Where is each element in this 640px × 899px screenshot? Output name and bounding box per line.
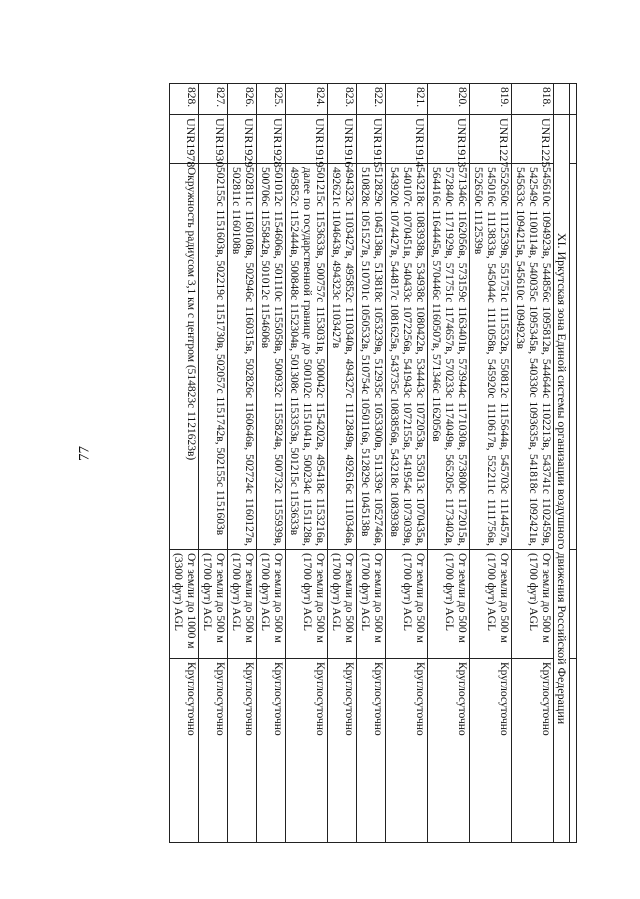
operating-time: Круглосуточно bbox=[428, 659, 470, 843]
table-row bbox=[512, 84, 554, 843]
zone-code: UNR1919 bbox=[286, 115, 328, 164]
zone-code: UNR1227 bbox=[470, 115, 512, 164]
operating-time: Круглосуточно bbox=[386, 659, 428, 843]
zone-code: UNR1978 bbox=[170, 115, 199, 164]
operating-time: Круглосуточно bbox=[228, 659, 257, 843]
altitude-limits: От земли до 500 м (1700 фут) AGL bbox=[257, 550, 286, 659]
row-number: 826. bbox=[228, 84, 257, 115]
zone-code: UNR1928 bbox=[257, 115, 286, 164]
operating-time: Круглосуточно bbox=[199, 659, 228, 843]
zone-coordinates: 545610с 1094923в, 544856с 1095812в, 544644с 1102213в, 543741с 1102459в, 542549с 1100114в, 540035с 1095345в, 540330с 1093635в, 541818с 1092421в, 545633с 1094215в, 545610с 1094923в bbox=[512, 164, 554, 550]
row-number: 823. bbox=[328, 84, 357, 115]
section-header-row bbox=[554, 84, 570, 843]
zone-coordinates: Окружность радиусом 3,1 км с центром (514823с 1121623в) bbox=[170, 164, 199, 550]
table-row bbox=[428, 84, 470, 843]
altitude-limits: От земли до 500 м (1700 фут) AGL bbox=[228, 550, 257, 659]
altitude-limits: От земли до 500 м (1700 фут) AGL bbox=[512, 550, 554, 659]
zone-coordinates: 502155с 1151603в, 502219с 1151730в, 502057с 1151742в, 502155с 1151603в bbox=[199, 164, 228, 550]
section-header: XI. Иркутская зона Единой системы организации воздушного движения Российской Федерации bbox=[554, 115, 570, 843]
altitude-limits: От земли до 500 м (1700 фут) AGL bbox=[428, 550, 470, 659]
row-number: 827. bbox=[199, 84, 228, 115]
restricted-zones-table bbox=[169, 83, 577, 843]
zone-code: UNR1929 bbox=[228, 115, 257, 164]
page-number: 77 bbox=[76, 446, 93, 461]
zone-code: UNR1913 bbox=[428, 115, 470, 164]
row-number: 820. bbox=[428, 84, 470, 115]
zone-code: UNR1930 bbox=[199, 115, 228, 164]
table-row bbox=[170, 84, 199, 843]
zone-coordinates: 512829с 1045138в, 513818с 1053239в, 512935с 1053300в, 511339с 1052746в, 510828с 1051527в, 510701с 1050532в, 510754с 1050116в, 512829с 1045138в bbox=[357, 164, 386, 550]
operating-time: Круглосуточно bbox=[257, 659, 286, 843]
zone-code: UNR1915 bbox=[357, 115, 386, 164]
altitude-limits: От земли до 500 м (1700 фут) AGL bbox=[357, 550, 386, 659]
zone-coordinates: 501215с 1153633в, 500757с 1153031в, 500042с 1154202в, 495418с 1153216в, далее по государственной границе до 500102с 1151041в, 500234с 1151128в, 495852с 1152444в, 500848с 1152304в, 501308с 1153353в, 501215с 1153633в bbox=[286, 164, 328, 550]
row-number: 821. bbox=[386, 84, 428, 115]
operating-time: Круглосуточно bbox=[512, 659, 554, 843]
altitude-limits: От земли до 500 м (1700 фут) AGL bbox=[286, 550, 328, 659]
row-number: 818. bbox=[512, 84, 554, 115]
operating-time: Круглосуточно bbox=[470, 659, 512, 843]
zone-coordinates: 552650с 1112539в, 551751с 1115532в, 550812с 1115644в, 545703с 1114457в, 545016с 1113833в, 545044с 1111058в, 545920с 1110617в, 552211с 1111756в, 552650с 1112539в bbox=[470, 164, 512, 550]
operating-time: Круглосуточно bbox=[170, 659, 199, 843]
table-row bbox=[328, 84, 357, 843]
zone-coordinates: 543218с 1083938в, 534938с 1080422в, 534443с 1072053в, 535013с 1070435в, 540107с 1070451в, 540433с 1072256в, 541943с 1072155в, 541954с 1073039в, 543920с 1074427в, 544817с 1081625в, 543735с 1083856в, 543218с 1083938в bbox=[386, 164, 428, 550]
table-row bbox=[286, 84, 328, 843]
zone-coordinates: 494323с 1103427в, 495852с 1110340в, 494327с 1112849в, 492616с 1110346в, 492621с 1104643в, 494323с 1103427в bbox=[328, 164, 357, 550]
altitude-limits: От земли до 500 м (1700 фут) AGL bbox=[199, 550, 228, 659]
row-number: 819. bbox=[470, 84, 512, 115]
row-number: 828. bbox=[170, 84, 199, 115]
altitude-limits: От земли до 500 м (1700 фут) AGL bbox=[386, 550, 428, 659]
operating-time: Круглосуточно bbox=[286, 659, 328, 843]
operating-time: Круглосуточно bbox=[357, 659, 386, 843]
table-top-row bbox=[570, 84, 577, 843]
operating-time: Круглосуточно bbox=[328, 659, 357, 843]
altitude-limits: От земли до 500 м (1700 фут) AGL bbox=[328, 550, 357, 659]
table-row bbox=[257, 84, 286, 843]
altitude-limits: От земли до 1000 м (3300 фут) AGL bbox=[170, 550, 199, 659]
zone-coordinates: 501012с 1154606в, 501110с 1155058в, 500932с 1155824в, 500732с 1155939в, 500706с 1155842в, 501012с 1154606в bbox=[257, 164, 286, 550]
row-number: 822. bbox=[357, 84, 386, 115]
zone-code: UNR1225 bbox=[512, 115, 554, 164]
table-row bbox=[357, 84, 386, 843]
row-number: 825. bbox=[257, 84, 286, 115]
row-number: 824. bbox=[286, 84, 328, 115]
table-row bbox=[228, 84, 257, 843]
table-row bbox=[470, 84, 512, 843]
zone-code: UNR1916 bbox=[328, 115, 357, 164]
zone-coordinates: 571346с 1162056в, 573159с 1163401в, 573944с 1171030в, 573800с 1172015в, 572840с 1171929в, 571751с 1174657в, 570233с 1174049в, 565205с 1173402в, 564416с 1164445в, 570446с 1160507в, 571346с 1162056в bbox=[428, 164, 470, 550]
zone-code: UNR1914 bbox=[386, 115, 428, 164]
table-row bbox=[386, 84, 428, 843]
rotated-table-container bbox=[51, 83, 577, 843]
zone-coordinates: 502811с 1160108в, 502946с 1160315в, 502826с 1160646в, 502724с 1160127в, 502811с 1160108в bbox=[228, 164, 257, 550]
altitude-limits: От земли до 500 м (1700 фут) AGL bbox=[470, 550, 512, 659]
table-row bbox=[199, 84, 228, 843]
